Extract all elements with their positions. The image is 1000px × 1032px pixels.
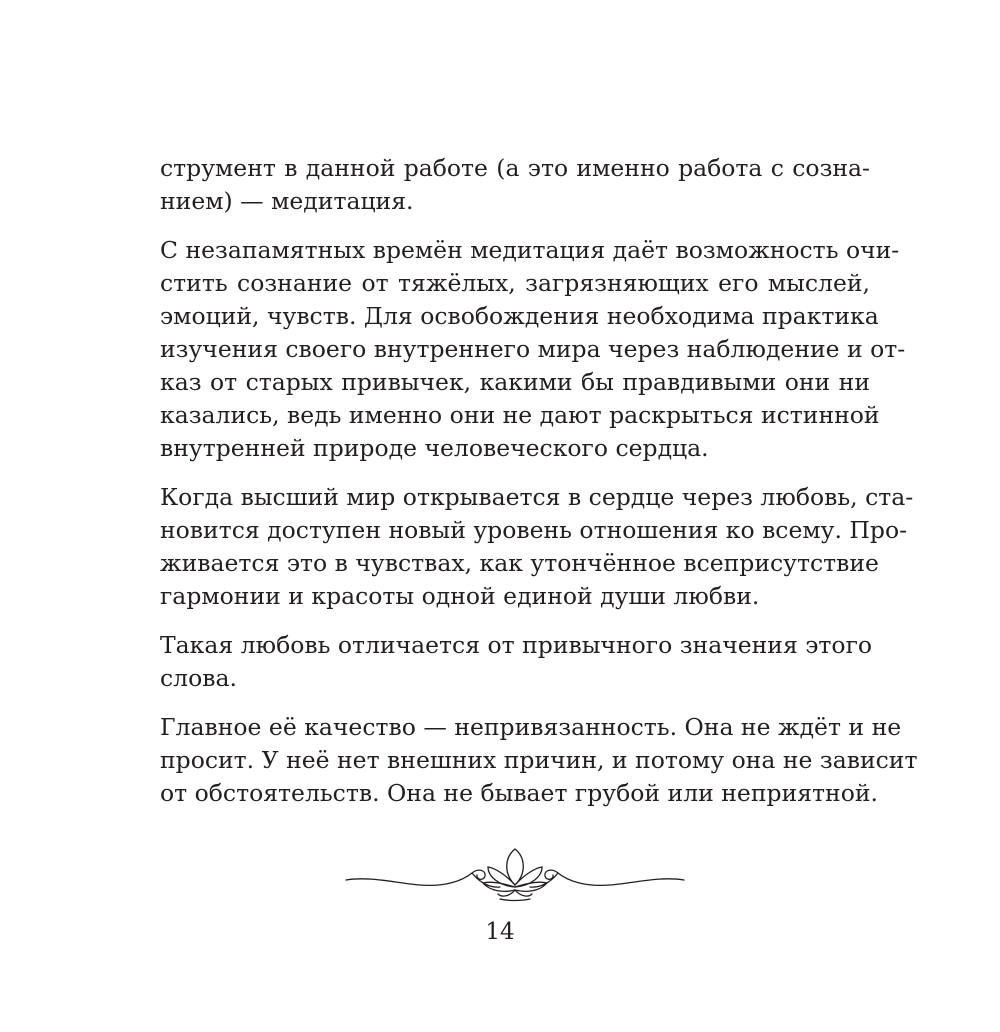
text-line: от обстоятельств. Она не бывает грубой или неприятной. [160,779,878,807]
text-line: С незапамятных времён медитация даёт возможность очи- [160,236,900,264]
text-line: просит. У неё нет внешних причин, и потому она не зависит [160,746,918,774]
text-line: внутренней природе человеческого сердца. [160,434,709,462]
text-line: слова. [160,664,237,692]
text-line: Такая любовь отличается от привычного значения этого [160,631,873,659]
text-line: казались, ведь именно они не дают раскрыться истинной [160,401,880,429]
text-line: струмент в данной работе (а это именно работа с созна- [160,154,870,182]
text-line: стить сознание от тяжёлых, загрязняющих его мыслей, [160,269,870,297]
paragraph-4 [160,629,873,695]
text-line: Когда высший мир открывается в сердце через любовь, ста- [160,483,914,511]
paragraph-2 [160,234,906,465]
text-line: изучения своего внутреннего мира через наблюдение и от- [160,335,906,363]
paragraph-5 [160,711,918,810]
page-number: 14 [485,919,515,945]
body-text [160,152,918,810]
text-line: живается это в чувствах, как утончённое всеприсутствие [160,549,879,577]
paragraph-1 [160,152,870,218]
lotus-flourish-icon [340,843,690,905]
text-line: эмоций, чувств. Для освобождения необходима практика [160,302,879,330]
text-line: нием) — медитация. [160,187,414,215]
text-line: гармонии и красоты одной единой души любви. [160,582,760,610]
text-line: каз от старых привычек, какими бы правдивыми они ни [160,368,870,396]
text-line: Главное её качество — непривязанность. Она не ждёт и не [160,713,902,741]
text-line: новится доступен новый уровень отношения ко всему. Про- [160,516,908,544]
paragraph-3 [160,481,914,613]
